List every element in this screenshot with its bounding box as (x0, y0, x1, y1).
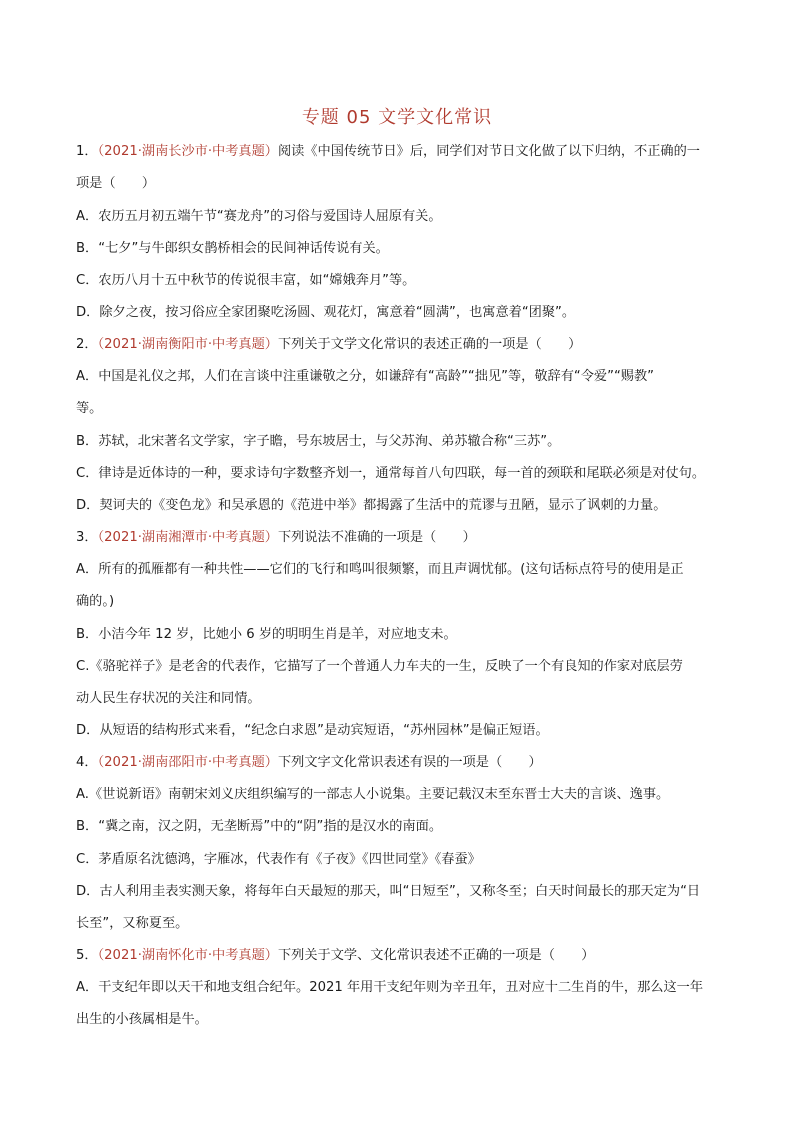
question-source: （2021·湖南衡阳市·中考真题） (97, 337, 278, 352)
question-3-option-a: A．所有的孤雁都有一种共性——它们的飞行和鸣叫很频繁，而且声调忧郁。(这句话标点符号的使用是正 (76, 562, 684, 577)
question-source: （2021·湖南怀化市·中考真题） (97, 948, 278, 963)
question-1-option-b: B．“七夕”与牛郎织女鹊桥相会的民间神话传说有关。 (76, 241, 389, 256)
question-3-option-c-cont: 动人民生存状况的关注和同情。 (76, 691, 261, 706)
question-2-option-a-cont: 等。 (76, 401, 103, 416)
question-source: （2021·湖南邵阳市·中考真题） (97, 755, 278, 770)
question-5-stem: 5．（2021·湖南怀化市·中考真题）下列关于文学、文化常识表述不正确的一项是（ ） (76, 948, 595, 963)
question-4-option-b: B．“冀之南，汉之阴，无垄断焉”中的“阴”指的是汉水的南面。 (76, 819, 443, 834)
question-2-option-c: C．律诗是近体诗的一种，要求诗句字数整齐划一，通常每首八句四联，每一首的颈联和尾联必须是对仗句。 (76, 466, 706, 481)
question-2-stem: 2．（2021·湖南衡阳市·中考真题）下列关于文学文化常识的表述正确的一项是（ ） (76, 337, 582, 352)
question-1-option-d: D．除夕之夜，按习俗应全家团聚吃汤圆、观花灯，寓意着“圆满”，也寓意着“团聚”。 (76, 305, 576, 320)
question-1-stem-line-1: 1．（2021·湖南长沙市·中考真题）阅读《中国传统节日》后，同学们对节日文化做了以下归纳，不正确的一 (76, 144, 700, 159)
question-4-option-d-cont: 长至”，又称夏至。 (76, 916, 189, 931)
question-4-option-c: C．茅盾原名沈德鸿，字雁冰，代表作有《子夜》《四世同堂》《春蚕》 (76, 852, 481, 867)
question-3-option-c: C.《骆驼祥子》是老舍的代表作，它描写了一个普通人力车夫的一生，反映了一个有良知的作家对底层劳 (76, 659, 683, 674)
question-3-option-a-cont: 确的。) (76, 594, 115, 609)
question-4-option-d: D．古人利用圭表实测天象，将每年白天最短的那天，叫“日短至”，又称冬至；白天时间最长的那天定为“日 (76, 884, 701, 899)
question-4-stem: 4．（2021·湖南邵阳市·中考真题）下列文字文化常识表述有误的一项是（ ） (76, 755, 542, 770)
question-2-option-d: D．契诃夫的《变色龙》和吴承恩的《范进中举》都揭露了生活中的荒谬与丑陋，显示了讽刺的力量。 (76, 498, 667, 513)
question-3-option-b: B．小洁今年 12 岁，比她小 6 岁的明明生肖是羊，对应地支未。 (76, 627, 457, 642)
question-5-option-a-cont: 出生的小孩属相是牛。 (76, 1012, 208, 1027)
question-3-option-d: D．从短语的结构形式来看，“纪念白求恩”是动宾短语，“苏州园林”是偏正短语。 (76, 723, 549, 738)
question-1-stem-line-2: 项是（ ） (76, 176, 156, 191)
question-source: （2021·湖南长沙市·中考真题） (97, 144, 278, 159)
question-4-option-a: A.《世说新语》南朝宋刘义庆组织编写的一部志人小说集。主要记载汉末至东晋士大夫的言谈、逸事。 (76, 787, 670, 802)
question-1-option-c: C．农历八月十五中秋节的传说很丰富，如“嫦娥奔月”等。 (76, 273, 416, 288)
question-5-option-a: A．干支纪年即以天干和地支组合纪年。2021 年用干支纪年则为辛丑年，丑对应十二生肖的牛，那么这一年 (76, 980, 704, 995)
question-2-option-b: B．苏轼，北宋著名文学家，字子瞻，号东坡居士，与父苏洵、弟苏辙合称“三苏”。 (76, 434, 561, 449)
question-3-stem: 3．（2021·湖南湘潭市·中考真题）下列说法不准确的一项是（ ） (76, 530, 476, 545)
page-title: 专题 05 文学文化常识 (301, 107, 493, 128)
question-source: （2021·湖南湘潭市·中考真题） (97, 530, 278, 545)
question-2-option-a: A．中国是礼仪之邦，人们在言谈中注重谦敬之分，如谦辞有“高龄”“拙见”等，敬辞有“令爱”“赐教” (76, 369, 654, 384)
question-1-option-a: A．农历五月初五端午节“赛龙舟”的习俗与爱国诗人屈原有关。 (76, 209, 442, 224)
